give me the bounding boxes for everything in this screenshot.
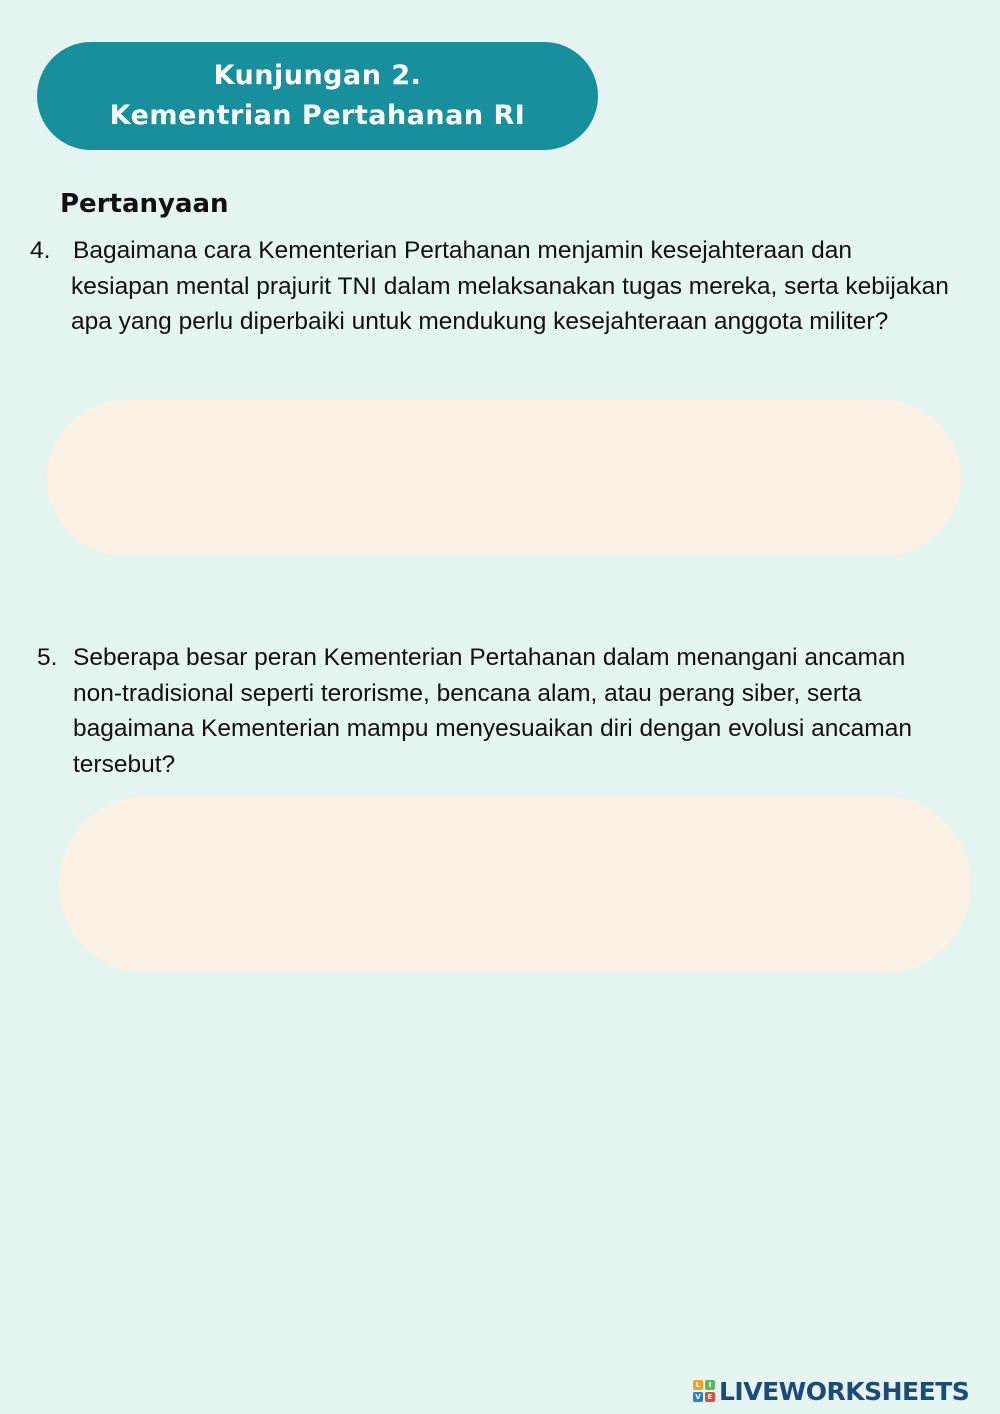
question-number: 5. <box>37 644 58 671</box>
footer-brand <box>693 1374 969 1408</box>
logo-letter-l: L <box>693 1380 703 1390</box>
section-heading: Pertanyaan <box>60 189 229 219</box>
question-4 <box>30 233 950 340</box>
page-title-line-2: Kementrian Pertahanan RI <box>109 100 526 131</box>
liveworksheets-logo-icon <box>693 1380 715 1402</box>
question-number: 4. <box>30 237 51 264</box>
question-text: Seberapa besar peran Kementerian Pertahanan dalam menangani ancaman non-tradisional seperti terorisme, bencana alam, atau perang siber, serta bagaimana Kementerian mampu menyesuaikan diri dengan evolusi ancaman tersebut? <box>73 644 912 778</box>
brand-name: LIVEWORKSHEETS <box>719 1376 970 1406</box>
page-title-banner <box>37 42 598 150</box>
question-text: Bagaimana cara Kementerian Pertahanan menjamin kesejahteraan dan kesiapan mental prajurit TNI dalam melaksanakan tugas mereka, serta kebijakan apa yang perlu diperbaiki untuk mendukung kesejahteraan anggota militer? <box>71 237 949 335</box>
logo-letter-v: V <box>693 1392 703 1402</box>
answer-input-5[interactable] <box>59 796 971 973</box>
page-title-line-1: Kunjungan 2. <box>213 60 422 91</box>
answer-input-4[interactable] <box>47 400 961 556</box>
question-5 <box>37 640 957 782</box>
logo-letter-i: I <box>705 1380 715 1390</box>
logo-letter-e: E <box>705 1392 715 1402</box>
